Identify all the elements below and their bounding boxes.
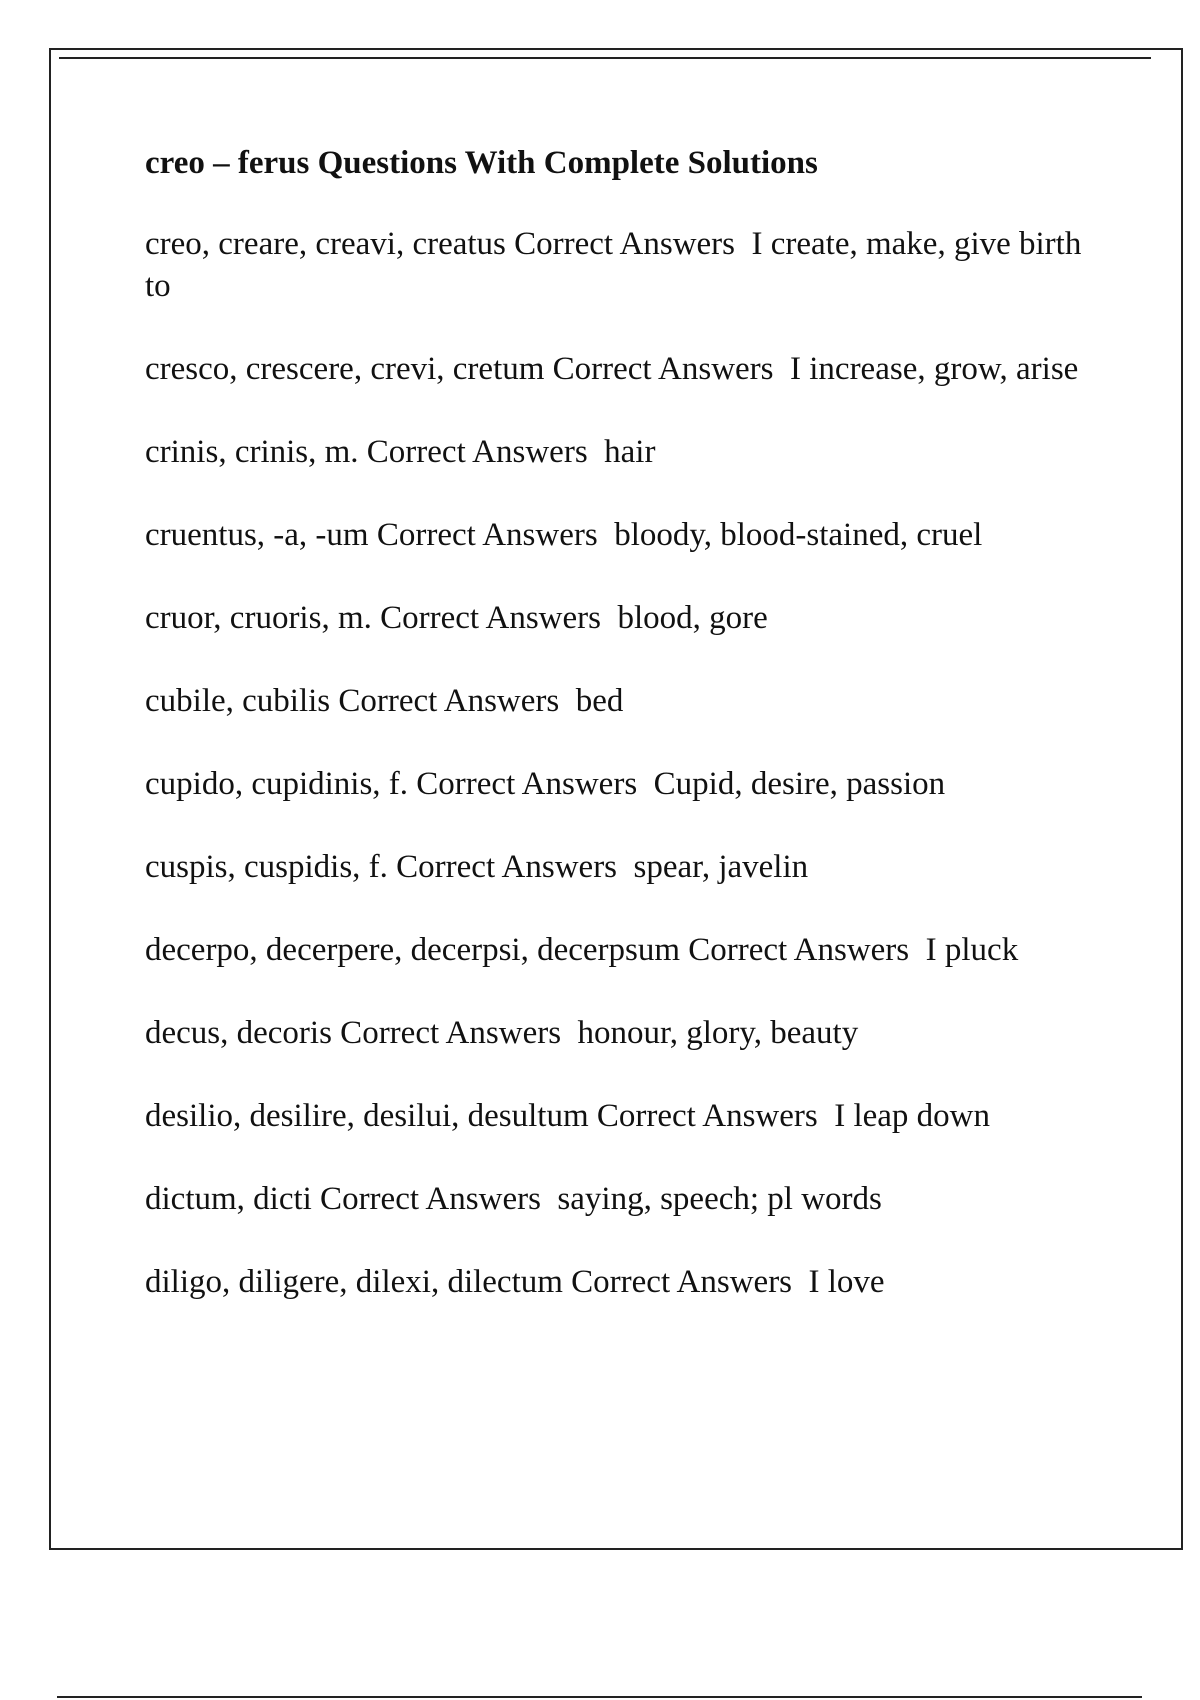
entry-cuspis: cuspis, cuspidis, f. Correct Answers spear, javelin bbox=[145, 849, 809, 885]
entry-crinis: crinis, crinis, m. Correct Answers hair bbox=[145, 434, 656, 470]
bottom-rule bbox=[57, 1696, 1142, 1698]
entry-cruor: cruor, cruoris, m. Correct Answers blood, gore bbox=[145, 600, 768, 636]
entry-dictum: dictum, dicti Correct Answers saying, speech; pl words bbox=[145, 1181, 882, 1217]
entry-diligo: diligo, diligere, dilexi, dilectum Correct Answers I love bbox=[145, 1264, 885, 1300]
entry-desilio: desilio, desilire, desilui, desultum Correct Answers I leap down bbox=[145, 1098, 991, 1134]
top-rule bbox=[59, 57, 1151, 59]
entry-decus: decus, decoris Correct Answers honour, glory, beauty bbox=[145, 1015, 859, 1051]
entry-cresco: cresco, crescere, crevi, cretum Correct Answers I increase, grow, arise bbox=[145, 351, 1079, 387]
entry-cupido: cupido, cupidinis, f. Correct Answers Cupid, desire, passion bbox=[145, 766, 946, 802]
entry-decerpo: decerpo, decerpere, decerpsi, decerpsum Correct Answers I pluck bbox=[145, 932, 1019, 968]
document-body bbox=[145, 143, 1135, 1344]
entry-creo: creo, creare, creavi, creatus Correct Answers I create, make, give birth to bbox=[145, 226, 1090, 304]
entry-cubile: cubile, cubilis Correct Answers bed bbox=[145, 683, 624, 719]
document-title: creo – ferus Questions With Complete Solutions bbox=[145, 145, 818, 181]
entry-cruentus: cruentus, -a, -um Correct Answers bloody, blood-stained, cruel bbox=[145, 517, 983, 553]
page-frame bbox=[49, 48, 1183, 1550]
